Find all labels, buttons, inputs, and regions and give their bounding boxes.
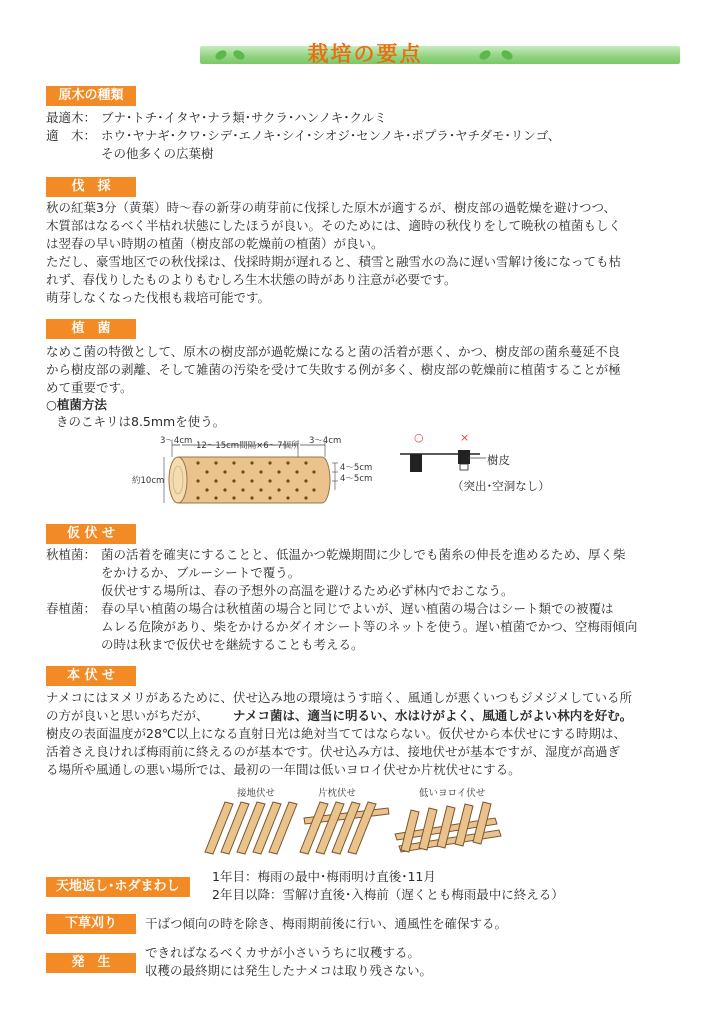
armor-laying-illustration xyxy=(395,800,505,858)
ground-laying-illustration xyxy=(205,800,295,858)
best-wood-label: 最適木： xyxy=(46,110,97,125)
dim-left: 3～4cm xyxy=(160,436,193,446)
spring-label: 春植菌： xyxy=(46,601,97,616)
paragraph-line: ナメコにはヌメリがあるために、伏せ込み地の環境はうす暗く、風通しが悪くいつもジメジメしている所 xyxy=(46,690,633,705)
method-text: きのこキリは8.5mmを使う。 xyxy=(56,414,226,429)
paragraph-line: 仮伏せする場所は、春の予想外の高温を避けるため必ず林内でおこなう。 xyxy=(101,583,514,598)
paragraph-line: 樹皮の表面温度が28℃以上になる直射日光は絶対当ててはならない。仮伏せから本伏せにする時期は、 xyxy=(46,726,626,741)
schedule-year2: 2年目以降：雪解け直後･入梅前（遅くとも梅雨最中に終える） xyxy=(212,887,564,902)
section-heading-karibuse: 仮 伏 せ xyxy=(46,524,136,544)
dim-diameter: 約10cm xyxy=(132,476,165,486)
paragraph-line: の時は秋まで仮伏せを継続することも考える。 xyxy=(101,637,364,652)
paragraph-line: 木質部はなるべく半枯れ状態にしたほうが良い。そのためには、適時の秋伐りをして晩秋の植菌もしく xyxy=(46,218,622,233)
suitable-wood-text: ホウ･ヤナギ･クワ･シデ･エノキ･シイ･シオジ･センノキ･ポプラ･ヤチダモ･リンゴ、 xyxy=(101,128,561,143)
paragraph-line-emphasis: ナメコ菌は、適当に明るい、水はけがよく、風通しがよい林内を好む。 xyxy=(233,708,633,723)
paragraph-line: ムレる危険があり、柴をかけるかダイオシート等のネットを使う。遅い植菌でかつ、空梅雨傾向 xyxy=(101,619,638,634)
section-heading-tenchi: 天地返し･ホダまわし xyxy=(46,877,190,897)
page-title: 栽培の要点 xyxy=(307,42,423,66)
best-wood-text: ブナ･トチ･イタヤ･ナラ類･サクラ･ハンノキ･クルミ xyxy=(101,110,387,125)
paragraph-line: 秋の紅葉3分（黄葉）時～春の新芽の萌芽前に伐採した原木が適するが、樹皮部の過乾燥を避けつつ、 xyxy=(46,200,616,215)
weeding-text: 干ばつ傾向の時を除き、梅雨期前後に行い、通風性を確保する。 xyxy=(145,916,508,931)
dim-middle: 12～15cm間隔×6～7個所 xyxy=(196,441,300,451)
good-mark: ○ xyxy=(414,431,424,444)
paragraph-line: は翌春の早い時期の植菌（樹皮部の乾燥前の植菌）が良い。 xyxy=(46,236,384,251)
paragraph-line: 活着さえ良ければ梅雨前に終えるのが基本です。伏せ込み方は、接地伏せが基本ですが、湿度が高過ぎ xyxy=(46,744,621,759)
section-heading-hassei: 発 生 xyxy=(46,953,136,973)
autumn-label: 秋植菌： xyxy=(46,547,97,562)
paragraph-line: 春の早い植菌の場合は秋植菌の場合と同じでよいが、遅い植菌の場合はシート類での被覆は xyxy=(101,601,614,616)
paragraph-line: なめこ菌の特徴として、原木の樹皮部が過乾燥になると菌の活着が悪く、かつ、樹皮部の菌糸蔓延不良 xyxy=(46,344,621,359)
paragraph-line: の方が良いと思いがちだが、 xyxy=(46,708,209,723)
paragraph-line: ただし、豪雪地区での秋伐採は、伐採時期が遅れると、積雪と融雪水の為に遅い雪解け後になっても枯 xyxy=(46,254,622,269)
pillow-laying-illustration xyxy=(300,800,390,858)
section-heading-shokkin: 植 菌 xyxy=(46,319,136,339)
caption-ground-laying: 接地伏せ xyxy=(237,788,276,799)
caption-armor-laying: 低いヨロイ伏せ xyxy=(419,788,486,799)
dim-row-2: 4～5cm xyxy=(340,474,373,484)
leaf-icon xyxy=(232,49,246,61)
section-heading-honbuse: 本 伏 せ xyxy=(46,666,136,686)
bad-mark: × xyxy=(460,431,470,444)
harvest-line-1: できればなるべくカサが小さいうちに収穫する。 xyxy=(145,945,421,960)
method-heading: ○植菌方法 xyxy=(46,397,107,412)
suitable-wood-label: 適 木： xyxy=(46,128,97,143)
dim-right: 3～4cm xyxy=(309,436,342,446)
paragraph-line: れず、春伐りしたものよりもむしろ生木状態の時があり注意が必要です。 xyxy=(46,272,457,287)
suitable-wood-text-2: その他多くの広葉樹 xyxy=(101,146,214,161)
bark-label: 樹皮 xyxy=(487,453,510,467)
section-heading-genboku: 原木の種類 xyxy=(46,86,136,106)
leaf-icon xyxy=(478,49,492,61)
paragraph-line: をかけるか、ブルーシートで覆う。 xyxy=(101,565,301,580)
schedule-year1: 1年目：梅雨の最中･梅雨明け直後･11月 xyxy=(212,869,436,884)
section-heading-bassai: 伐 採 xyxy=(46,177,136,197)
bark-note: （突出･空洞なし） xyxy=(452,479,550,493)
paragraph-line: る場所や風通しの悪い場所では、最初の一年間は低いヨロイ伏せか片枕伏せにする。 xyxy=(46,762,521,777)
harvest-line-2: 収穫の最終期には発生したナメコは取り残さない。 xyxy=(145,963,433,978)
caption-pillow-laying: 片枕伏せ xyxy=(318,788,357,799)
paragraph-line: 菌の活着を確実にすることと、低温かつ乾燥期間に少しでも菌糸の伸長を進めるため、厚く柴 xyxy=(101,547,626,562)
leaf-icon xyxy=(214,49,228,61)
section-heading-shitakusa: 下草刈り xyxy=(46,914,136,934)
leader-line xyxy=(468,455,488,461)
paragraph-line: めて重要です。 xyxy=(46,380,133,395)
dim-row-1: 4～5cm xyxy=(340,463,373,473)
paragraph-line: から樹皮部の剥離、そして雑菌の汚染を受けて失敗する例が多く、樹皮部の乾燥前に植菌することが極 xyxy=(46,362,621,377)
leaf-icon xyxy=(500,49,514,61)
paragraph-line: 萌芽しなくなった伐根も栽培可能です。 xyxy=(46,290,271,305)
